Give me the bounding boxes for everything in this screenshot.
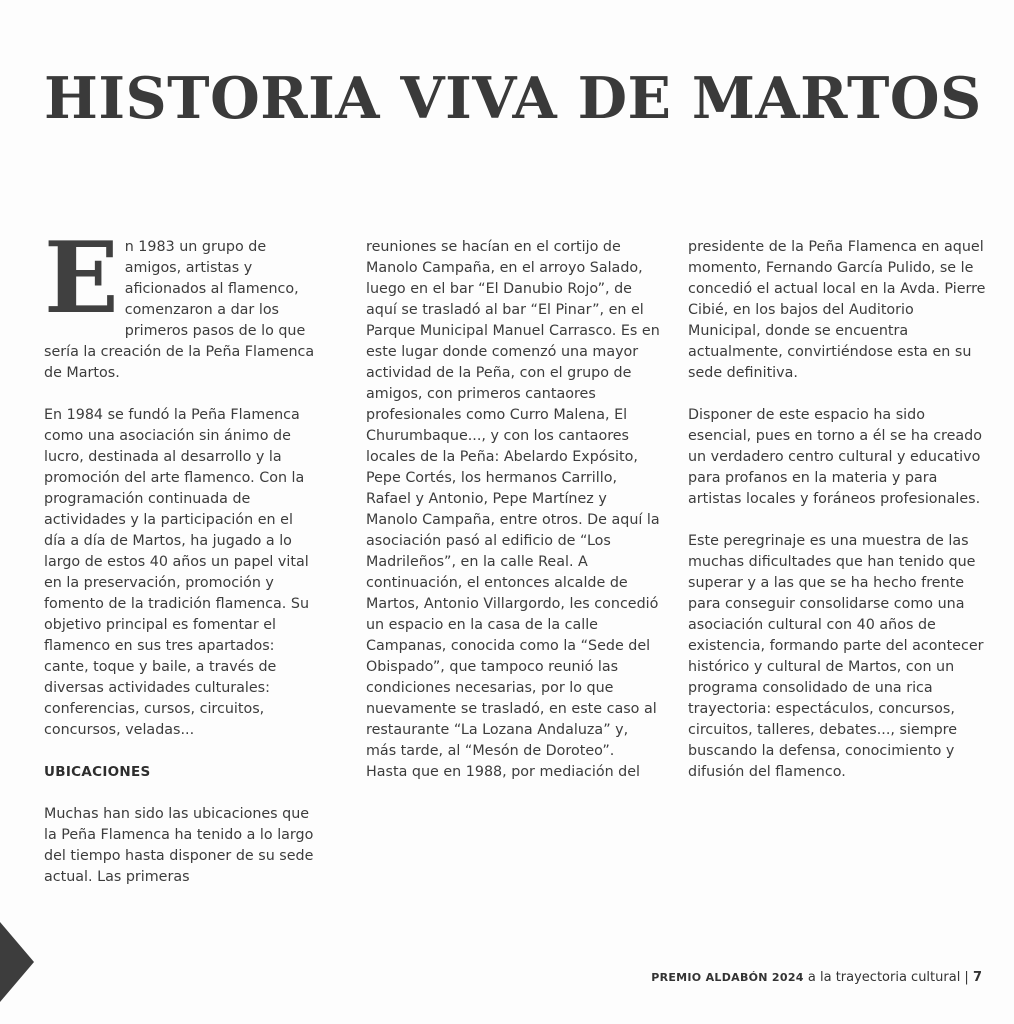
cultural-center-paragraph: Disponer de este espacio ha sido esencial, pues en torno a él se ha creado un verdadero centro cultural y educativo para profanos en la materia y para artistas locales y foráneos profesionales. xyxy=(688,407,982,507)
section-subheading: UBICACIONES xyxy=(44,764,151,780)
text-column-3 xyxy=(688,237,986,783)
locations-continued-paragraph: reuniones se hacían en el cortijo de Manolo Campaña, en el arroyo Salado, luego en el bar “El Danubio Rojo”, de aquí se trasladó al bar “El Pinar”, en el Parque Municipal Manuel Carrasco. Es en este lugar donde comenzó una mayor actividad de la Peña, con el grupo de amigos, con primeros cantaores profesionales como Curro Malena, El Churumbaque..., y con los cantaores locales de la Peña: Abelardo Expósito, Pepe Cortés, los hermanos Carrillo, Rafael y Antonio, Pepe Martínez y Manolo Campaña, entre otros. De aquí la asociación pasó al edificio de “Los Madrileños”, en la calle Real. A continuación, el entonces alcalde de Martos, Antonio Villargordo, les concedió un espacio en la casa de la calle Campanas, conocida como la “Sede del Obispado”, que tampoco reunió las condiciones necesarias, por lo que nuevamente se trasladó, en este caso al restaurante “La Lozana Andaluza” y, más tarde, al “Mesón de Doroteo”. Hasta que en 1988, por mediación del xyxy=(366,239,660,780)
page-number: 7 xyxy=(972,970,982,985)
intro-paragraph xyxy=(44,221,316,384)
corner-triangle-decoration xyxy=(0,922,34,1002)
conclusion-paragraph: Este peregrinaje es una muestra de las muchas dificultades que han tenido que superar y a las que se ha hecho frente para conseguir consolidarse como una asociación cultural con 40 años de existencia, formando parte del acontecer histórico y cultural de Martos, con un programa consolidado de una rica trayectoria: espectáculos, concursos, circuitos, talleres, debates..., siempre buscando la defensa, conocimiento y difusión del flamenco. xyxy=(688,533,984,780)
award-name: PREMIO ALDABÓN 2024 xyxy=(651,971,804,984)
page-footer xyxy=(651,969,982,987)
page-title: HISTORIA VIVA DE MARTOS xyxy=(44,65,982,132)
current-venue-paragraph: presidente de la Peña Flamenca en aquel momento, Fernando García Pulido, se le concedió el actual local en la Avda. Pierre Cibié, en los bajos del Auditorio Municipal, donde se encuentra actualmente, convirtiéndose esta en su sede definitiva. xyxy=(688,239,986,381)
drop-cap: E xyxy=(44,221,119,336)
footer-text: a la trayectoria cultural | xyxy=(803,970,973,985)
text-column-1 xyxy=(44,221,316,888)
foundation-paragraph: En 1984 se fundó la Peña Flamenca como una asociación sin ánimo de lucro, destinada al desarrollo y la promoción del arte flamenco. Con la programación continuada de actividades y la participación en el día a día de Martos, ha jugado a lo largo de estos 40 años un papel vital en la preservación, promoción y fomento de la tradición flamenca. Su objetivo principal es fomentar el flamenco en sus tres apartados: cante, toque y baile, a través de diversas actividades culturales: conferencias, cursos, circuitos, concursos, veladas... xyxy=(44,407,310,738)
intro-text: n 1983 un grupo de amigos, artistas y aficionados al flamenco, comenzaron a dar los primeros pasos de lo que sería la creación de la Peña Flamenca de Martos. xyxy=(44,239,315,381)
text-column-2 xyxy=(366,237,660,783)
locations-paragraph: Muchas han sido las ubicaciones que la Peña Flamenca ha tenido a lo largo del tiempo hasta disponer de su sede actual. Las primeras xyxy=(44,806,314,885)
